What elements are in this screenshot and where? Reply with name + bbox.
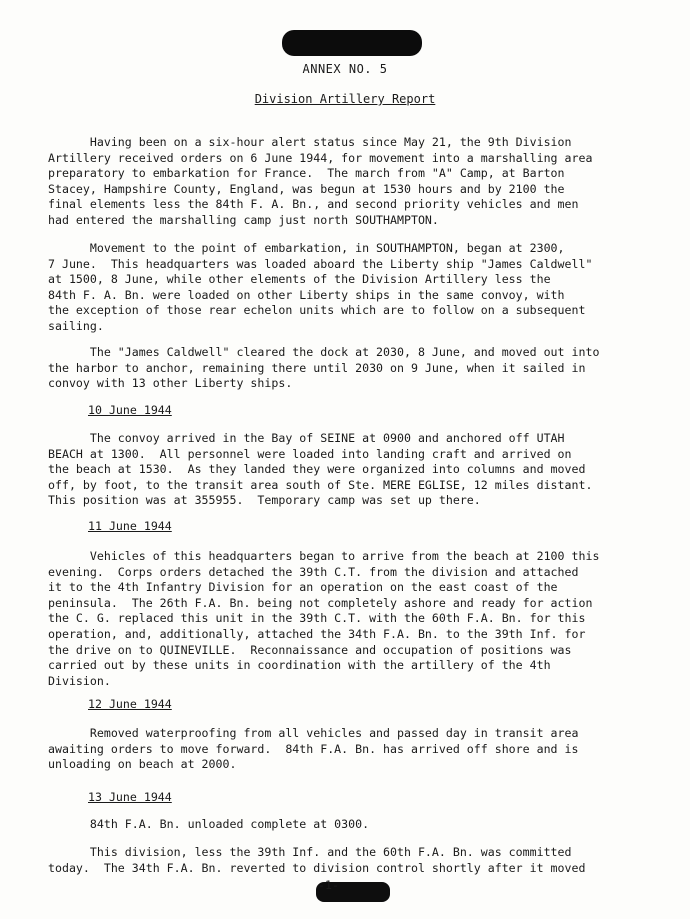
date-heading-13-june: 13 June 1944	[88, 790, 172, 804]
annex-heading: ANNEX NO. 5	[302, 62, 388, 76]
paragraph-embarkation: Movement to the point of embarkation, in SOUTHAMPTON, began at 2300, 7 June. This headquarters was loaded aboard the Liberty ship "James Caldwell" at 1500, 8 June, while other elements of the Division Artillery less the 84th F. A. Bn. were loaded on other Liberty ships in the same convoy, with the exception of those rear echelon units which are to follow on a subsequent sailing.	[48, 241, 593, 333]
paragraph-10-june: The convoy arrived in the Bay of SEINE at 0900 and anchored off UTAH BEACH at 1300. All personnel were loaded into landing craft and arrived on the beach at 1530. As they landed they were organized into columns and moved off, by foot, to the transit area south of Ste. MERE EGLISE, 12 miles distant. This position was at 355955. Temporary camp was set up there.	[48, 431, 593, 508]
paragraph-james-caldwell: The "James Caldwell" cleared the dock at 2030, 8 June, and moved out into the harbor to anchor, remaining there until 2030 on 9 June, when it sailed in convoy with 13 other Liberty ships.	[48, 345, 600, 391]
paragraph-11-june: Vehicles of this headquarters began to arrive from the beach at 2100 this evening. Corps orders detached the 39th C.T. from the division and attached it to the 4th Infantry Division for an operation on the east coast of the peninsula. The 26th F.A. Bn. being not completely ashore and ready for action the C. G. replaced this unit in the 39th C.T. with the 60th F.A. Bn. for this operation, and, additionally, attached the 34th F.A. Bn. to the 39th Inf. for the drive on to QUINEVILLE. Reconnaissance and occupation of positions was carried out by these units in coordination with the artillery of the 4th Division.	[48, 549, 600, 688]
paragraph-division-committed: This division, less the 39th Inf. and the 60th F.A. Bn. was committed today. The 34th F.A. Bn. reverted to division control shortly after it moved	[48, 845, 586, 875]
date-heading-12-june: 12 June 1944	[88, 697, 172, 711]
report-title: Division Artillery Report	[254, 92, 436, 106]
redaction-mark-top	[282, 30, 422, 56]
date-heading-10-june: 10 June 1944	[88, 403, 172, 417]
date-heading-11-june: 11 June 1944	[88, 519, 172, 533]
paragraph-12-june: Removed waterproofing from all vehicles and passed day in transit area awaiting orders to move forward. 84th F.A. Bn. has arrived off shore and is unloading on beach at 2000.	[48, 726, 579, 772]
page-number: -1-	[318, 878, 339, 892]
paragraph-13-june: 84th F.A. Bn. unloaded complete at 0300.	[48, 817, 370, 831]
paragraph-alert-status: Having been on a six-hour alert status since May 21, the 9th Division Artillery received orders on 6 June 1944, for movement into a marshalling area preparatory to embarkation for France. The march from "A" Camp, at Barton Stacey, Hampshire County, England, was begun at 1530 hours and by 2100 the final elements less the 84th F. A. Bn., and second priority vehicles and men had entered the marshalling camp just north SOUTHAMPTON.	[48, 135, 593, 227]
